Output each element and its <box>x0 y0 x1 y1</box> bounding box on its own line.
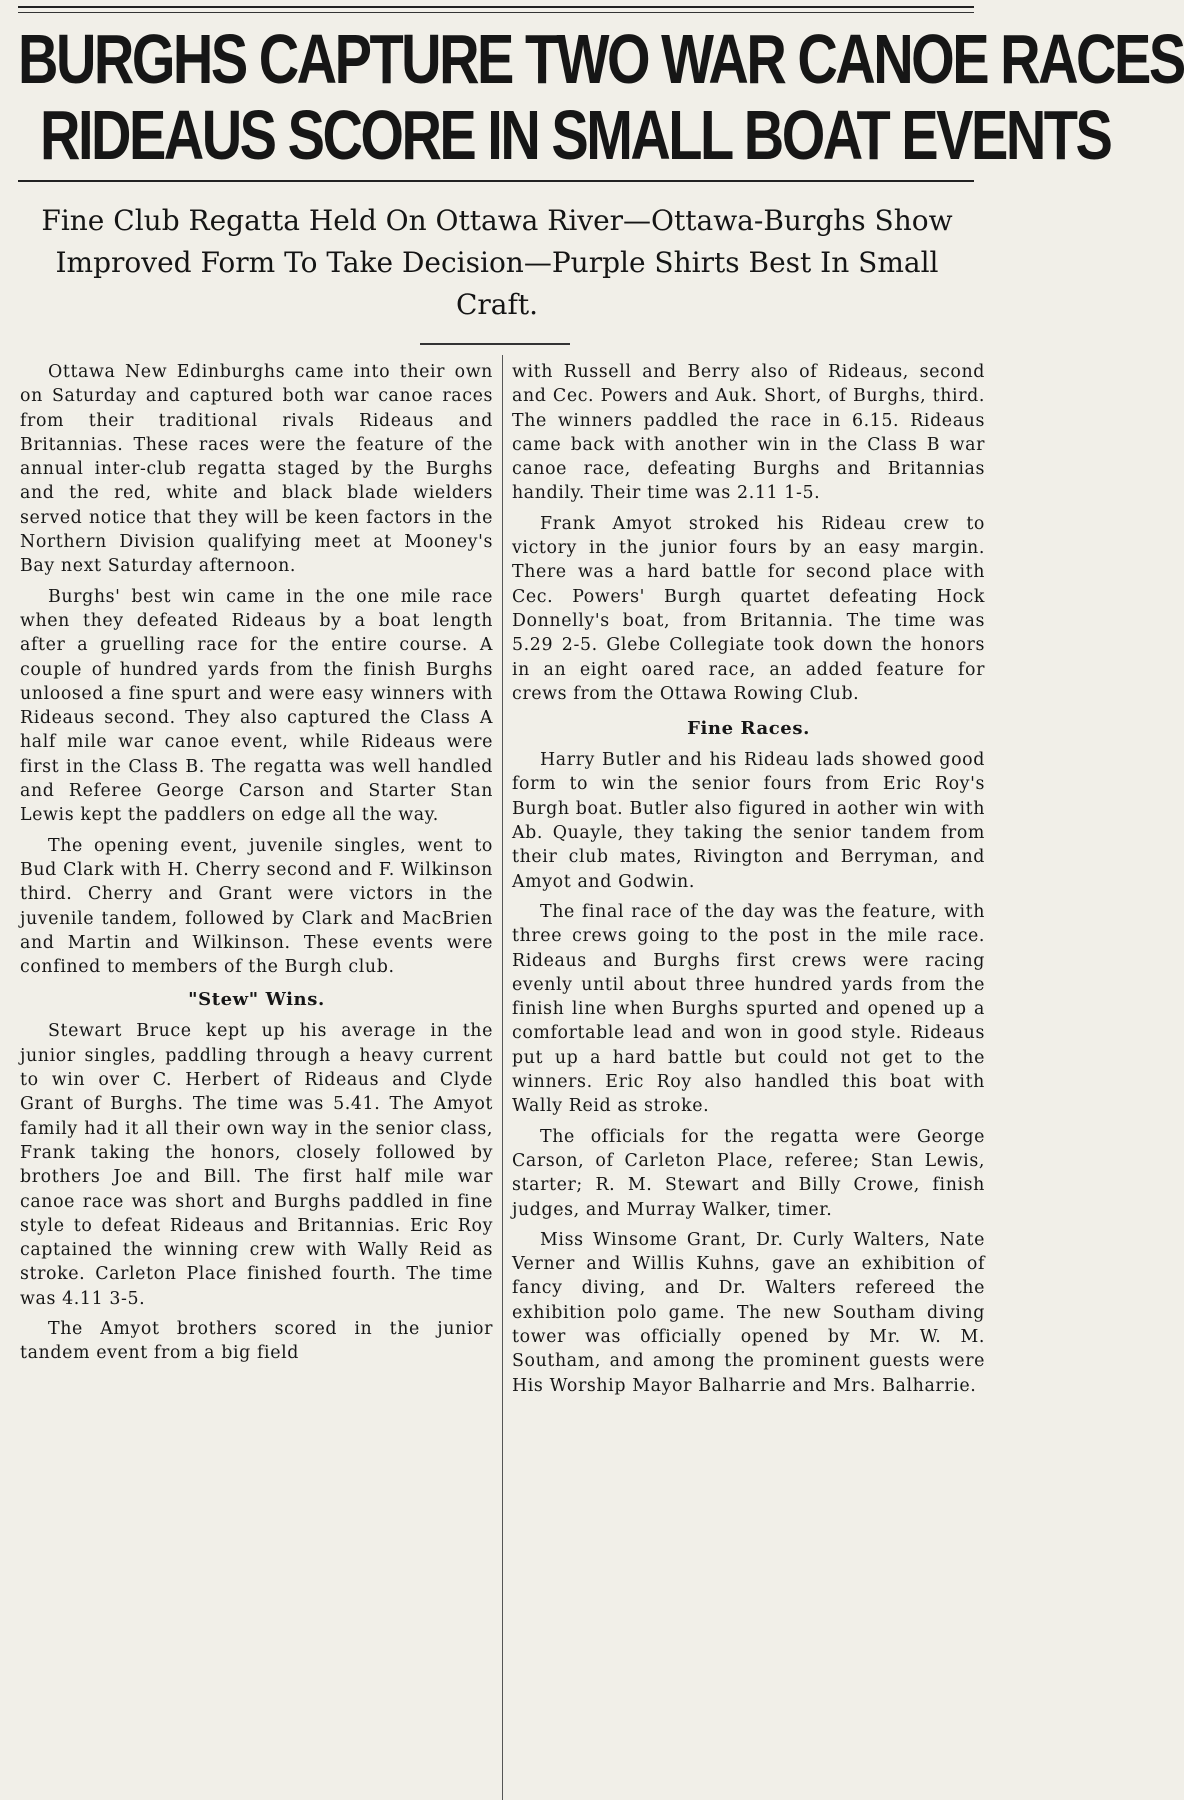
body-paragraph: Frank Amyot stroked his Rideau crew to victory in the junior fours by an easy margin. There was a hard battle for second place with Cec. Powers' Burgh quartet defeating Hock Donnelly's boat, from Britannia. The time was 5.29 2-5. Glebe Collegiate took down the honors in an eight oared race, an added feature for crews from the Ottawa Rowing Club. <box>512 513 985 704</box>
body-paragraph: Harry Butler and his Rideau lads showed good form to win the senior fours from Eric Roy's Burgh boat. Butler also figured in aother win with Ab. Quayle, they taking the senior tandem from their club mates, Rivington and Berryman, and Amyot and Godwin. <box>512 750 985 892</box>
body-paragraph: The opening event, juvenile singles, went to Bud Clark with H. Cherry second and F. Wilkinson third. Cherry and Grant were victors in the juvenile tandem, followed by Clark and MacBrien and Martin and Wilkinson. These events were confined to members of the Burgh club. <box>20 835 493 978</box>
body-paragraph: The officials for the regatta were George Carson, of Carleton Place, referee; Stan Lewis, starter; R. M. Stewart and Billy Crowe, finish judges, and Murray Walker, timer. <box>512 1126 985 1220</box>
column-divider <box>502 355 503 1800</box>
headline-line-1: BURGHS CAPTURE TWO WAR CANOE RACES <box>18 19 1184 98</box>
body-paragraph: The final race of the day was the feature, with three crews going to the post in the mile race. Rideaus and Burghs first crews were racing evenly until about three hundred yards from the finish line when Burghs spurted and opened up a comfortable lead and won in good style. Rideaus put up a hard battle but could not get to the winners. Eric Roy also handled this boat with Wally Reid as stroke. <box>512 901 985 1117</box>
deck-divider <box>420 343 570 345</box>
continued-paragraph: with Russell and Berry also of Rideaus, second and Cec. Powers and Auk. Short, of Burghs, third. The winners paddled the race in 6.15. Rideaus came back with another win in the Class B war canoe race, defeating Burghs and Britannias handily. Their time was 2.11 1-5. <box>512 362 985 504</box>
left-column <box>20 360 493 1366</box>
top-rule-thin <box>18 12 974 13</box>
body-paragraph: Ottawa New Edinburghs came into their own on Saturday and captured both war canoe races from their traditional rivals Rideaus and Britannias. These races were the feature of the annual inter-club regatta staged by the Burghs and the red, white and black blade wielders served notice that they will be keen factors in the Northern Division qualifying meet at Mooney's Bay next Saturday afternoon. <box>20 362 493 577</box>
right-column <box>512 360 985 1398</box>
section-subhead: Fine Races. <box>687 718 810 740</box>
subheadline-deck: Fine Club Regatta Held On Ottawa River—Ottawa-Burghs Show Improved Form To Take Decision—Purple Shirts Best In Small Craft. <box>41 204 953 321</box>
top-rule <box>18 6 974 8</box>
body-paragraph: Stewart Bruce kept up his average in the junior singles, paddling through a heavy current to win over C. Herbert of Rideaus and Clyde Grant of Burghs. The time was 5.41. The Amyot family had it all their own way in the senior class, Frank taking the honors, closely followed by brothers Joe and Bill. The first half mile war canoe race was short and Burghs paddled in fine style to defeat Rideaus and Britannias. Eric Roy captained the winning crew with Wally Reid as stroke. Carleton Place finished fourth. The time was 4.11 3-5. <box>20 1021 493 1309</box>
headline-line-2: RIDEAUS SCORE IN SMALL BOAT EVENTS <box>40 95 1111 174</box>
body-paragraph: The Amyot brothers scored in the junior tandem event from a big field <box>20 1318 493 1364</box>
body-paragraph: Miss Winsome Grant, Dr. Curly Walters, Nate Verner and Willis Kuhns, gave an exhibition of fancy diving, and Dr. Walters refereed the exhibition polo game. The new Southam diving tower was officially opened by Mr. W. M. Southam, and among the prominent guests were His Worship Mayor Balharrie and Mrs. Balharrie. <box>512 1229 985 1396</box>
section-subhead: "Stew" Wins. <box>188 989 325 1011</box>
body-paragraph: Burghs' best win came in the one mile race when they defeated Rideaus by a boat length after a gruelling race for the entire course. A couple of hundred yards from the finish Burghs unloosed a fine spurt and were easy winners with Rideaus second. They also captured the Class A half mile war canoe event, while Rideaus were first in the Class B. The regatta was well handled and Referee George Carson and Starter Stan Lewis kept the paddlers on edge all the way. <box>20 586 493 826</box>
headline-rule <box>18 180 974 182</box>
